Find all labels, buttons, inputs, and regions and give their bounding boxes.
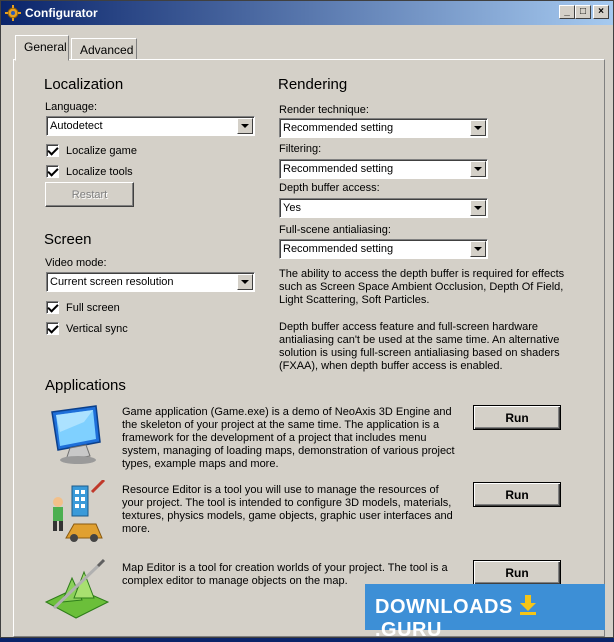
chevron-down-icon[interactable] (470, 120, 486, 136)
title-bar[interactable] (1, 1, 613, 25)
antialiasing-label: Full-scene antialiasing: (279, 224, 391, 236)
vertical-sync-checkbox[interactable] (46, 322, 59, 335)
depth-buffer-label: Depth buffer access: (279, 182, 380, 194)
chevron-down-icon[interactable] (470, 200, 486, 216)
video-mode-value: Current screen resolution (50, 276, 174, 288)
window-title: Configurator (25, 6, 98, 20)
tab-advanced[interactable]: Advanced (71, 38, 137, 60)
download-arrow-icon (519, 595, 537, 615)
depth-buffer-note: The ability to access the depth buffer is required for effects such as Screen Space Ambient Occlusion, Depth Of Field, Light Scattering, Soft Particles. (279, 268, 565, 306)
chevron-down-icon[interactable] (470, 161, 486, 177)
close-button[interactable]: × (593, 5, 609, 19)
antialiasing-note: Depth buffer access feature and full-screen hardware antialiasing can't be used at the same time. An alternative solution is using full-screen antialiasing based on shaders (FXAA), when depth buffer access is enabled. (279, 321, 560, 372)
render-technique-value: Recommended setting (283, 122, 394, 134)
downloads-guru-watermark (365, 584, 605, 641)
run-resource-editor-button[interactable]: Run (473, 482, 561, 507)
video-mode-select[interactable] (46, 272, 255, 292)
restart-button[interactable]: Restart (45, 182, 134, 207)
antialiasing-select[interactable] (279, 239, 488, 259)
language-label: Language: (45, 101, 97, 113)
map-editor-icon (44, 558, 110, 624)
screen-title: Screen (44, 231, 92, 248)
tab-general[interactable]: General (15, 35, 69, 61)
localize-tools-label: Localize tools (66, 166, 133, 178)
localize-tools-checkbox[interactable] (46, 165, 59, 178)
resource-editor-description: Resource Editor is a tool you will use to manage the resources of your project. The tool is intended to configure 3D models, materials, textures, physics models, game objects, graphic user interfaces and more. (122, 484, 453, 535)
language-select[interactable] (46, 116, 255, 136)
render-technique-select[interactable] (279, 118, 488, 138)
video-mode-label: Video mode: (45, 257, 107, 269)
chevron-down-icon[interactable] (237, 274, 253, 290)
chevron-down-icon[interactable] (470, 241, 486, 257)
depth-buffer-select[interactable] (279, 198, 488, 218)
run-game-button[interactable]: Run (473, 405, 561, 430)
full-screen-checkbox[interactable] (46, 301, 59, 314)
antialiasing-value: Recommended setting (283, 243, 394, 255)
gear-icon (5, 5, 21, 21)
chevron-down-icon[interactable] (237, 118, 253, 134)
rendering-title: Rendering (278, 76, 348, 93)
render-technique-label: Render technique: (279, 104, 369, 116)
depth-buffer-value: Yes (283, 202, 301, 214)
full-screen-label: Full screen (66, 302, 120, 314)
localize-game-checkbox[interactable] (46, 144, 59, 157)
monitor-icon (44, 402, 110, 468)
localize-game-label: Localize game (66, 145, 137, 157)
filtering-select[interactable] (279, 159, 488, 179)
watermark-text: DOWNLOADS (375, 596, 513, 618)
localization-title: Localization (44, 76, 124, 93)
resource-editor-icon (44, 480, 110, 546)
filtering-value: Recommended setting (283, 163, 394, 175)
language-value: Autodetect (50, 120, 103, 132)
map-editor-description: Map Editor is a tool for creation worlds of your project. The tool is a complex editor to manage objects on the map. (122, 562, 448, 587)
filtering-label: Filtering: (279, 143, 322, 155)
minimize-button[interactable]: _ (559, 5, 575, 19)
run-map-editor-button[interactable]: Run (473, 560, 561, 585)
game-application-description: Game application (Game.exe) is a demo of NeoAxis 3D Engine and the skeleton of your project at the same time. The application is a framework for the development of a project that includes menu system, managing of loading maps, demonstration of various project types, example maps and more. (122, 406, 455, 470)
applications-title: Applications (45, 377, 126, 394)
maximize-button[interactable]: □ (575, 5, 591, 19)
vertical-sync-label: Vertical sync (66, 323, 128, 335)
watermark-suffix: .GURU (375, 619, 442, 641)
general-tab-panel (13, 59, 605, 637)
